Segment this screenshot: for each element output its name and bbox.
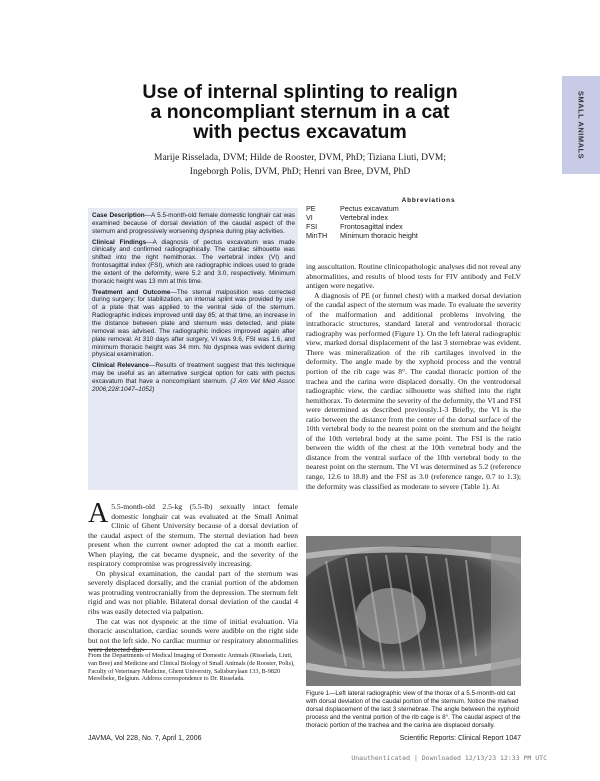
body-paragraph: ing auscultation. Routine clinicopathologic analyses did not reveal any abnormalities, and results of blood tests for FIV antibody and FeLV antigen were negative. [306, 262, 521, 291]
drop-cap: A [88, 498, 109, 529]
body-paragraph: The cat was not dyspneic at the time of initial evaluation. Via thoracic auscultation, cardiac sounds were audible on the right side but not the left side. No cardiac murmur or respiratory abnormalities were detected dur- [88, 616, 298, 655]
body-paragraph: A diagnosis of PE (or funnel chest) with a marked dorsal deviation of the caudal aspect of the sternum was made. To evaluate the severity of the malformation and additional problems involving the intrathoracic structures, standard lateral and ventrodorsal thoracic radiography was performed (Figure 1). On the left lateral radiographic view, marked dorsal displacement of the last 3 sternebrae was evident. There was mineralization of the rib cartilages involved in the deformity. The angle made by the xyphoid process and the ventral portion of the rib cage was 8°. The caudal thoracic portion of the trachea and the carina were displaced dorsally. On the ventrodorsal radiographic view, the cardiac silhouette was shifted into the right hemithorax. To determine the severity of the deformity, the VI and FSI were determined as described previously.1-3 Briefly, the VI is the ratio between the distance from the center of the dorsal surface of the 10th vertebral body to the nearest point on the sternum and the height of the 10th vertebral body at the same point. The FSI is the ratio between the width of the chest at the 10th vertebral body and the distance from the ventral surface of the 10th vertebral body to the nearest point on the sternum. The VI was determined as 5.2 (reference range, 12.6 to 18.8) and the FSI as 3.0 (reference range, 0.7 to 1.3); the deformity was classified as moderate to severe (Table 1). At [306, 290, 521, 491]
title-line-2: a noncompliant sternum in a cat [150, 101, 450, 123]
affiliation-footnote: From the Departments of Medical Imaging of Domestic Animals (Risselada, Liuti, van Bree) and Medicine and Clinical Biology of Small Animals (de Rooster, Polis), Faculty of Veterinary Medicine, Ghent University, Salisburylaan 133, B-9820 Merelbeke, Belgium. Address correspondence to Dr. Risselada. [88, 652, 295, 683]
section-tab [562, 76, 600, 174]
figure-caption: Figure 1—Left lateral radiographic view of the thorax of a 5.5-month-old cat with dorsal deviation of the caudal portion of the sternum. Notice the marked dorsal displacement of the last 3 sternebrae. The angle between the xyphoid process and the ventral portion of the rib cage is 8°. The caudal aspect of the thoracic portion of the trachea and the carina are displaced dorsally. [306, 690, 521, 729]
body-column-left [88, 498, 298, 655]
author-list [95, 152, 505, 179]
title-line-1: Use of internal splinting to realign [142, 81, 458, 103]
article-title [100, 82, 500, 142]
abbreviations-title: Abbreviations [401, 197, 456, 204]
abbreviation-row: MinTH Minimum thoracic height [306, 231, 418, 240]
footnote-divider [88, 649, 206, 650]
summary-relevance: Clinical Relevance—Results of treatment suggest that this technique may be useful as an alternative surgical option for cats with pectus excavatum that have a noncompliant sternum. (J Am Vet Med Assoc 2006;228:1047–1052) [92, 362, 296, 393]
page-footer-right: Scientific Reports: Clinical Report 1047 [399, 735, 521, 742]
body-paragraph: A 5.5-month-old 2.5-kg (5.5-lb) sexually intact female domestic longhair cat was evaluated at the Small Animal Clinic of Ghent University because of a dorsal deviation of the caudal aspect of the sternum. The sternal deviation had been present when the current owner adopted the cat a month earlier. When playing, the cat became dyspneic, and the severity of the respiratory compromise was progressively increasing. [88, 498, 298, 569]
journal-citation: JAVMA, Vol 228, No. 7, April 1, 2006 [88, 735, 202, 742]
authors-line-2: Ingeborgh Polis, DVM, PhD; Henri van Bree, DVM, PhD [189, 166, 411, 177]
summary-treatment: Treatment and Outcome—The sternal malposition was corrected during surgery; for stabilization, an internal splint was provided by use of a plate that was applied to the ventral side of the sternum. Radiographic indices improved until day 85; at that time, an increase in the distance between plate and sternum was detected, and plate removal was advised. The radiographic indices improved again after plate removal. At 310 days after surgery, VI was 9.6, FSI was 1.6, and minimum thoracic height was 34 mm. No dyspnea was evident during physical examination. [92, 288, 296, 359]
radiograph-figure [306, 536, 521, 686]
body-paragraph: On physical examination, the caudal part of the sternum was severely displaced dorsally, and the cranial portion of the abdomen was protruding ventrocranially from the depression. The sternum felt rigid and was not pliable. Bilateral dorsal deviation of the caudal 4 ribs was easily detected via palpation. [88, 568, 298, 617]
summary-case: Case Description—A 5.5-month-old female domestic longhair cat was examined because of dorsal deviation of the caudal aspect of the sternum and progressively worsening dyspnea during play activities. [92, 212, 295, 235]
abbreviations-box [306, 197, 521, 253]
title-line-3: with pectus excavatum [193, 121, 407, 143]
section-tab-label: SMALL ANIMALS [576, 90, 586, 160]
download-watermark: Unauthenticated | Downloaded 12/13/23 12:33 PM UTC [351, 754, 547, 762]
abbreviation-row: PE Pectus excavatum [306, 204, 399, 213]
summary-findings: Clinical Findings—A diagnosis of pectus excavatum was made clinically and confirmed radiographically. The cardiac silhouette was shifted into the right hemithorax. The vertebral index (VI) and frontosagittal index (FSI), which are radiographic indices used to grade the extent of the deformity, were 5.2 and 3.0, respectively. Minimum thoracic height was 13 mm at this time. [92, 238, 295, 285]
abbreviation-row: FSI Frontosagittal index [306, 222, 403, 231]
citation: (J Am Vet Med Assoc 2006;228:1047–1052) [92, 377, 295, 393]
summary-box [88, 208, 298, 490]
body-column-right [306, 262, 521, 491]
radiograph-image [306, 536, 521, 686]
abbreviation-row: VI Vertebral index [306, 213, 388, 222]
authors-line-1: Marije Risselada, DVM; Hilde de Rooster, DVM, PhD; Tiziana Liuti, DVM; [154, 153, 446, 163]
